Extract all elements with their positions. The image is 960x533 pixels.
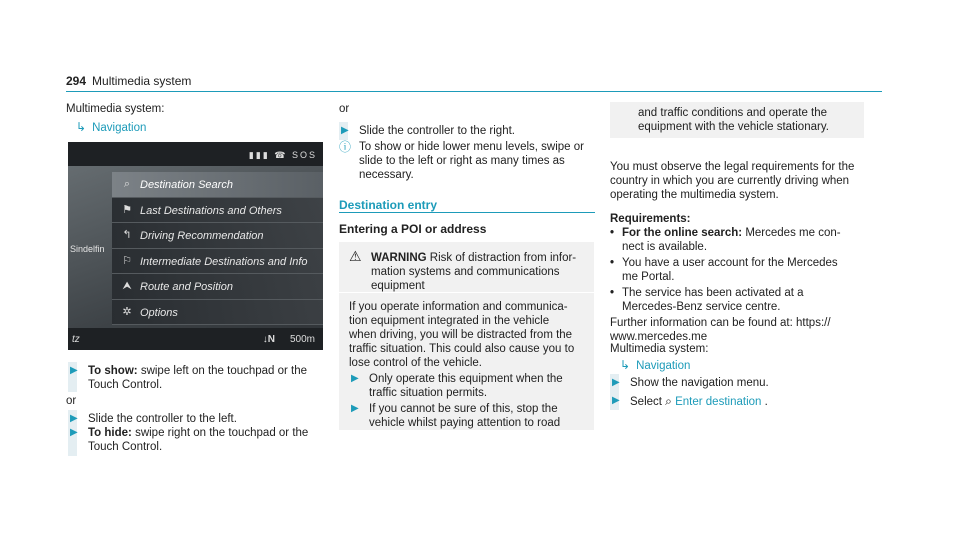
step-text: [369, 402, 560, 430]
step-line: traffic situation permits.: [369, 387, 488, 399]
step-text: Show the navigation menu.: [630, 377, 769, 389]
step-arrow-icon: ▶: [612, 395, 620, 406]
path-arrow-icon: ↳: [620, 358, 631, 372]
further-line: Further information can be found at: https://: [610, 317, 831, 329]
menu-item-label: Driving Recommendation: [140, 230, 264, 242]
requirements-title: Requirements:: [610, 213, 691, 225]
status-bar: [68, 142, 323, 166]
step-text-b: Touch Control.: [88, 441, 163, 453]
step-select-enter-destination: [610, 394, 866, 408]
or-label: or: [66, 395, 77, 407]
step-arrow-icon: ▶: [70, 365, 78, 376]
menu-item-label: Intermediate Destinations and Info: [140, 255, 308, 268]
paragraph-line: operating the multimedia system.: [610, 189, 779, 201]
bullet: •: [610, 227, 615, 239]
step-arrow-icon: ▶: [612, 377, 620, 388]
requirement-text: [622, 256, 838, 284]
requirement-label: For the online search:: [622, 227, 743, 239]
continuation-text: [638, 106, 829, 134]
path-label: Multimedia system:: [66, 103, 165, 115]
step-text: [369, 372, 563, 400]
menu-item-options[interactable]: [112, 300, 323, 326]
route-icon: ↰: [122, 229, 132, 241]
step-text: Slide the controller to the right.: [359, 125, 515, 137]
warning-body: [349, 300, 591, 370]
requirement-line: Mercedes-Benz service centre.: [622, 301, 781, 313]
warning-body-line: when driving, you will be distracted from the: [349, 329, 573, 341]
map-city-label: Sindelfin: [70, 244, 105, 254]
info-line: To show or hide lower menu levels, swipe or: [359, 141, 584, 153]
menu-item-driving-recommendation[interactable]: [112, 223, 323, 249]
warning-divider: [339, 292, 594, 293]
menu-item-label: Last Destinations and Others: [140, 204, 282, 217]
warning-step-operate: [349, 372, 591, 402]
navigation-menu: [112, 172, 323, 325]
step-line: vehicle whilst paying attention to road: [369, 417, 561, 429]
requirement-text-b: nect is available.: [622, 241, 708, 253]
bullet: •: [610, 287, 615, 299]
navigation-link[interactable]: Navigation: [636, 360, 691, 372]
step-arrow-icon: ▶: [70, 427, 78, 438]
compass-indicator: ↓N: [262, 334, 275, 345]
bottom-left-label: tz: [72, 334, 80, 345]
section-divider: [339, 212, 595, 213]
paragraph-line: You must observe the legal requirements for the: [610, 161, 855, 173]
step-to-hide: [68, 426, 328, 454]
warning-title-line: mation systems and communications: [371, 266, 560, 278]
step-line: Only operate this equipment when the: [369, 373, 563, 385]
status-icons: ▮▮▮ ☎ SOS: [248, 150, 317, 160]
requirement-service-activated: [610, 286, 870, 314]
or-label: or: [339, 103, 350, 115]
navigation-menu-screenshot: [68, 142, 323, 350]
requirement-line: The service has been activated at a: [622, 287, 804, 299]
step-label: To show:: [88, 365, 138, 377]
step-to-show: [68, 364, 328, 392]
requirement-text: [622, 226, 841, 254]
step-text-pre: Select: [630, 396, 666, 408]
step-arrow-icon: ▶: [341, 125, 349, 136]
requirement-user-account: [610, 256, 870, 284]
step-slide-left: [68, 412, 328, 426]
continuation-line: and traffic conditions and operate the: [638, 107, 828, 119]
menu-item-label: Destination Search: [140, 179, 233, 191]
flag-icon: ⚑: [122, 203, 132, 216]
warning-body-line: traffic situation. This could also cause you to: [349, 343, 575, 355]
header-divider: [66, 91, 882, 92]
warning-title: [371, 251, 589, 293]
menu-path: [76, 120, 146, 135]
step-text-post: .: [764, 396, 768, 408]
warning-title-line: Risk of distraction from infor-: [429, 252, 577, 264]
intermediate-icon: ⚐: [122, 254, 132, 267]
requirement-line: You have a user account for the Mercedes: [622, 257, 838, 269]
step-text: [630, 394, 768, 409]
requirement-text-a: Mercedes me con-: [742, 227, 841, 239]
warning-step-stop: [349, 402, 591, 432]
step-arrow-icon: ▶: [351, 373, 359, 384]
requirement-line: me Portal.: [622, 271, 675, 283]
menu-item-intermediate-destinations[interactable]: [112, 249, 323, 275]
options-icon: ✲: [122, 305, 132, 318]
step-text: [88, 364, 307, 392]
info-line: slide to the left or right as many times as: [359, 155, 565, 167]
warning-icon: ⚠: [349, 248, 362, 264]
further-line[interactable]: www.mercedes.me: [610, 331, 708, 343]
paragraph-line: country in which you are currently driving when: [610, 175, 850, 187]
menu-item-label: Options: [140, 306, 178, 319]
navigation-link[interactable]: Navigation: [92, 122, 147, 134]
step-show-navigation-menu: [610, 376, 866, 390]
map-scale: 500m: [289, 334, 315, 345]
warning-body-line: tion equipment integrated in the vehicle: [349, 315, 550, 327]
menu-item-label: Route and Position: [140, 281, 233, 293]
info-line: necessary.: [359, 169, 414, 181]
warning-box: [339, 242, 594, 430]
step-text-b: Touch Control.: [88, 379, 163, 391]
search-icon: ⌕: [665, 394, 672, 408]
info-text: [359, 140, 599, 182]
step-arrow-icon: ▶: [70, 413, 78, 424]
menu-item-last-destinations[interactable]: [112, 198, 323, 224]
menu-item-route-position[interactable]: [112, 274, 323, 300]
warning-label: WARNING: [371, 252, 427, 264]
search-icon: ⌕: [123, 178, 131, 190]
step-label: To hide:: [88, 427, 132, 439]
step-line: If you cannot be sure of this, stop the: [369, 403, 558, 415]
warning-body-line: lose control of the vehicle.: [349, 357, 482, 369]
section-title: Destination entry: [339, 198, 438, 212]
step-text: Slide the controller to the left.: [88, 413, 237, 425]
page-header: [66, 74, 191, 88]
requirement-online-search: [610, 226, 870, 254]
menu-path: [620, 358, 690, 373]
legal-paragraph: [610, 160, 870, 202]
path-arrow-icon: ↳: [76, 120, 87, 134]
step-text-a: swipe right on the touchpad or the: [131, 427, 309, 439]
position-icon: ⮝: [122, 280, 132, 292]
step-slide-right: [339, 124, 595, 138]
header-title: Multimedia system: [92, 74, 192, 88]
continuation-line: equipment with the vehicle stationary.: [638, 121, 829, 133]
path-label: Multimedia system:: [610, 343, 709, 355]
info-icon: ⓘ: [339, 140, 352, 154]
bullet: •: [610, 257, 615, 269]
step-text: [88, 426, 308, 454]
menu-item-destination-search[interactable]: [112, 172, 323, 198]
enter-destination-link[interactable]: Enter destination: [675, 396, 762, 408]
requirement-text: [622, 286, 804, 314]
further-information: [610, 316, 870, 344]
subsection-title: Entering a POI or address: [339, 222, 487, 236]
step-text-a: swipe left on the touchpad or the: [137, 365, 308, 377]
page-number: 294: [66, 74, 87, 88]
step-arrow-icon: ▶: [351, 403, 359, 414]
map-bottom-bar: [68, 328, 323, 350]
warning-title-line: equipment: [371, 280, 425, 292]
warning-body-line: If you operate information and communica-: [349, 301, 568, 313]
warning-continuation-box: [610, 102, 864, 138]
